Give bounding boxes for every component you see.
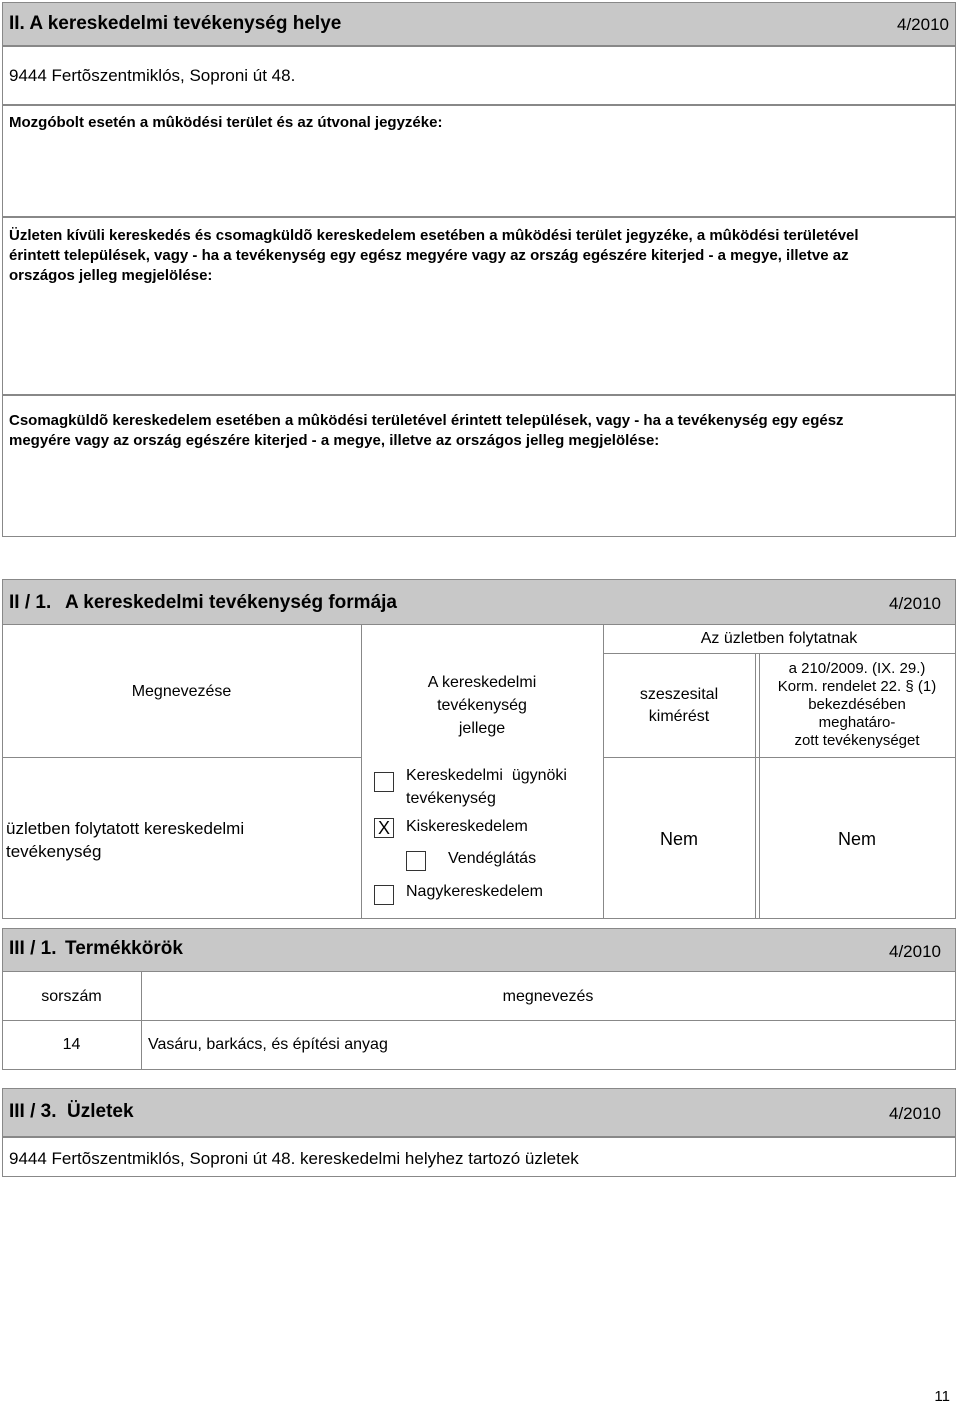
section-2-header [2, 2, 956, 46]
section-3-3-header [2, 1088, 956, 1137]
product-number-cell: 14 [62, 1036, 81, 1053]
spirits-value: Nem [659, 829, 698, 849]
section-2-1-title: A kereskedelmi tevékenység formája [65, 592, 397, 613]
section-3-1-code: 4/2010 [889, 942, 941, 961]
regulation-line-5: zott tevékenységet [794, 732, 920, 749]
regulation-line-2: Korm. rendelet 22. § (1) [777, 678, 937, 695]
address-box [2, 46, 956, 105]
agent-label: Kereskedelmi ügynöki tevékenység [406, 767, 572, 807]
col-product-header: megnevezés [502, 988, 594, 1005]
product-name-cell: Vasáru, barkács, és építési anyag [148, 1036, 388, 1053]
regulation-line-4: meghatáro- [818, 714, 896, 731]
col-spirits-header: szeszesital kimérést [639, 686, 719, 725]
section-3-3-code: 4/2010 [889, 1104, 941, 1123]
regulation-line-3: bekezdésében [808, 696, 906, 713]
mobile-shop-box [2, 105, 956, 217]
regulation-line-1: a 210/2009. (IX. 29.) [788, 660, 926, 677]
catering-checkbox[interactable] [406, 851, 426, 871]
section-2-1-code: 4/2010 [889, 594, 941, 613]
mobile-shop-label: Mozgóbolt esetén a mûködési terület és az útvonal jegyzéke: [9, 114, 443, 131]
section-3-1-header [2, 928, 956, 972]
section-2-code: 4/2010 [897, 15, 949, 34]
wholesale-checkbox[interactable] [374, 885, 394, 905]
section-3-1-number: III / 1. [9, 938, 57, 959]
col-name-header: Megnevezése [131, 683, 232, 700]
shops-box [2, 1137, 956, 1177]
section-2-title: II. A kereskedelmi tevékenység helye [9, 13, 342, 34]
section-3-3-number: III / 3. [9, 1101, 57, 1122]
mail-order-label: Csomagküldõ kereskedelem esetében a mûködési területével érintett települések, vagy - ha a tevékenység egy egész megyére vagy az ország egészére kiterjed - a megye, illetve az országos jelleg megjelölése: [9, 412, 844, 449]
agent-checkbox[interactable] [374, 772, 394, 792]
regulation-value: Nem [837, 829, 876, 849]
section-2-1-number: II / 1. [9, 592, 52, 613]
col-type-header: A kereskedelmi tevékenység jellege [427, 674, 537, 737]
retail-checkbox[interactable]: X [374, 818, 394, 838]
section-2-1-header [2, 579, 956, 625]
section-3-3-title: Üzletek [67, 1101, 134, 1122]
row-name-cell: üzletben folytatott kereskedelmi tevékenység [6, 819, 245, 861]
shops-text: 9444 Fertõszentmiklós, Soproni út 48. kereskedelmi helyhez tartozó üzletek [9, 1149, 579, 1168]
product-table [2, 972, 956, 1070]
mail-order-box [2, 395, 956, 537]
page-number: 11 [934, 1388, 950, 1405]
outside-trade-box [2, 217, 956, 395]
outside-trade-label: Üzleten kívüli kereskedés és csomagküldõ kereskedelem esetében a mûködési terület jegyzéke, a mûködési területével érintett települések, vagy - ha a tevékenység egy egész megyére vagy az ország egészére kiterjed - a megye, illetve az országos jelleg megjelölése: [9, 227, 859, 284]
trade-shop-header: Az üzletben folytatnak [700, 630, 858, 647]
retail-label: Kiskereskedelem [406, 818, 528, 835]
address-text: 9444 Fertõszentmiklós, Soproni út 48. [9, 66, 296, 85]
catering-label: Vendéglátás [448, 850, 537, 867]
col-number-header: sorszám [41, 988, 102, 1005]
section-3-1-title: Termékkörök [65, 938, 183, 959]
col-regulation-header [760, 660, 954, 750]
wholesale-label: Nagykereskedelem [406, 883, 543, 900]
